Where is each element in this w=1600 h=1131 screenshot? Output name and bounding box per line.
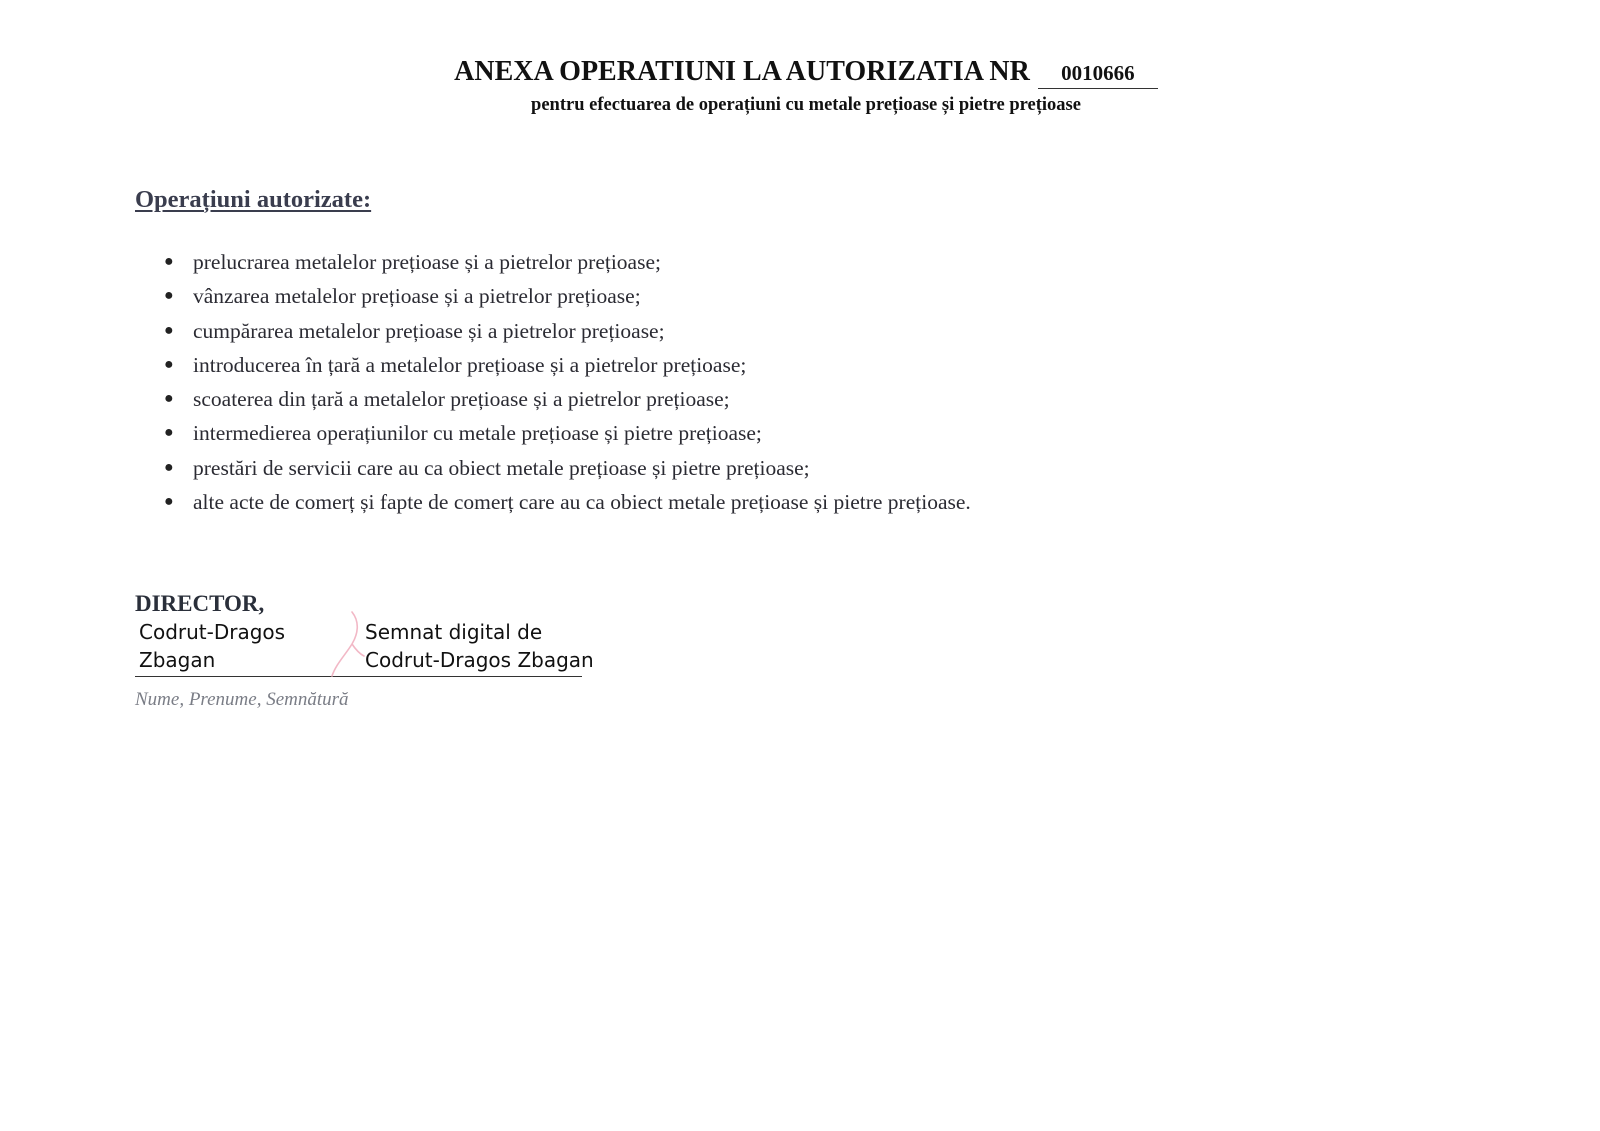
digital-signature-text bbox=[365, 618, 594, 674]
list-item-text: alte acte de comerț și fapte de comerț care au ca obiect metale prețioase și pietre prețioase. bbox=[193, 490, 971, 515]
signer-name-line2: Zbagan bbox=[139, 648, 216, 672]
document-title-line bbox=[454, 56, 1158, 89]
list-item-text: scoaterea din țară a metalelor prețioase și a pietrelor prețioase; bbox=[193, 387, 730, 412]
signature-caption: Nume, Prenume, Semnătură bbox=[135, 689, 349, 710]
list-item bbox=[135, 348, 971, 382]
list-item bbox=[135, 382, 971, 416]
bullet-icon: ● bbox=[164, 493, 174, 511]
bullet-icon: ● bbox=[164, 253, 174, 270]
document-subtitle: pentru efectuarea de operațiuni cu metale prețioase și pietre prețioase bbox=[531, 95, 1081, 115]
digital-signature-block bbox=[135, 618, 594, 677]
bullet-icon: ● bbox=[164, 390, 174, 408]
list-item-text: vânzarea metalelor prețioase și a pietrelor prețioase; bbox=[193, 284, 641, 309]
list-item-text: introducerea în țară a metalelor prețioase și a pietrelor prețioase; bbox=[193, 352, 747, 377]
operations-list bbox=[135, 245, 971, 519]
list-item bbox=[135, 245, 971, 279]
list-item bbox=[135, 416, 971, 450]
list-item-text: prestări de servicii care au ca obiect metale prețioase și pietre prețioase; bbox=[193, 455, 810, 480]
signature-mark-icon bbox=[330, 610, 370, 680]
list-item-text: intermedierea operațiunilor cu metale prețioase și pietre prețioase; bbox=[193, 421, 762, 446]
list-item-text: prelucrarea metalelor prețioase și a pietrelor prețioase; bbox=[193, 250, 661, 274]
list-item bbox=[135, 451, 971, 485]
list-item bbox=[135, 279, 971, 313]
signer-name bbox=[139, 618, 285, 674]
list-item bbox=[135, 314, 971, 348]
bullet-icon: ● bbox=[164, 355, 174, 373]
digital-signature-line1: Semnat digital de bbox=[365, 620, 543, 644]
signer-name-line1: Codrut-Dragos bbox=[139, 620, 286, 644]
digital-signature-line2: Codrut-Dragos Zbagan bbox=[365, 648, 594, 672]
director-label: DIRECTOR, bbox=[135, 591, 265, 616]
document-title: ANEXA OPERATIUNI LA AUTORIZATIA NR bbox=[454, 56, 1030, 87]
list-item bbox=[135, 485, 971, 519]
bullet-icon: ● bbox=[164, 458, 174, 476]
bullet-icon: ● bbox=[164, 287, 174, 305]
authorization-number: 0010666 bbox=[1038, 61, 1158, 89]
bullet-icon: ● bbox=[164, 321, 174, 339]
document-header bbox=[0, 56, 1600, 116]
operations-heading: Operațiuni autorizate: bbox=[135, 186, 372, 213]
bullet-icon: ● bbox=[164, 424, 174, 442]
list-item-text: cumpărarea metalelor prețioase și a pietrelor prețioase; bbox=[193, 318, 665, 343]
